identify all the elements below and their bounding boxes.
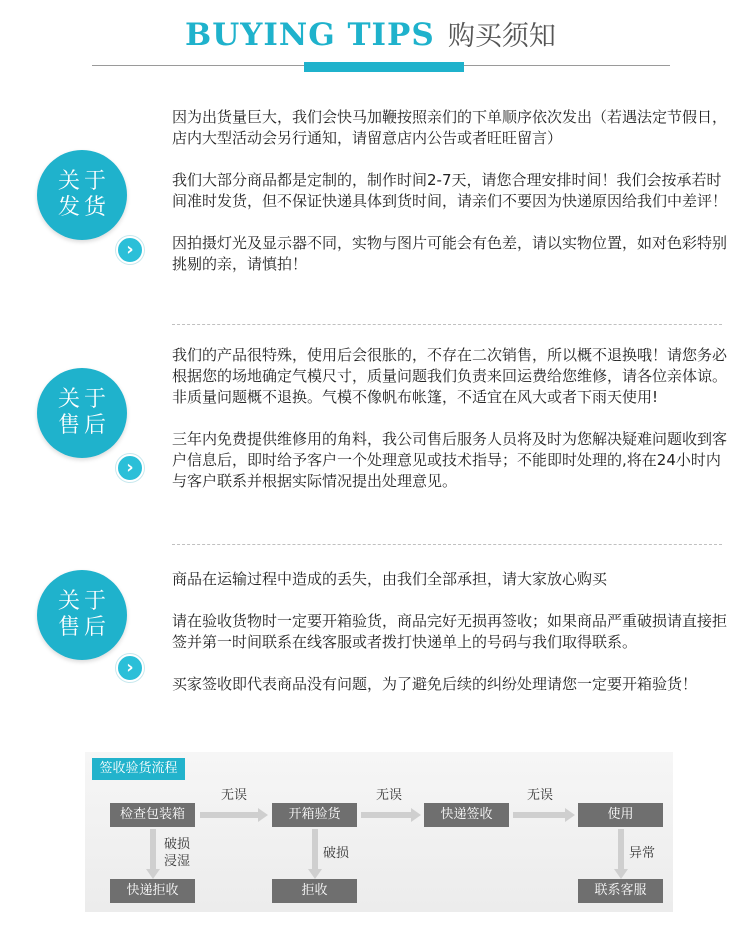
branch-label: 破损 [323,846,350,861]
chevron-right-icon: › [116,236,144,264]
page-title [185,14,556,53]
outcome-reject: 拒收 [272,879,357,903]
arrow-right-icon [200,808,268,822]
shipping-text [172,107,732,275]
after-sales-text [172,345,732,492]
step-courier-sign: 快递签收 [424,803,509,827]
badge-line1: 关于 [57,589,110,614]
step-check-package: 检查包装箱 [110,803,195,827]
outcome-contact-service: 联系客服 [578,879,663,903]
badge-line2: 售后 [57,413,110,438]
step-use: 使用 [578,803,663,827]
ok-label: 无误 [376,788,403,803]
title-english: BUYING TIPS [185,17,435,53]
arrow-down-icon [614,829,628,879]
badge-line2: 发货 [57,195,110,220]
transport-text [172,569,732,695]
paragraph: 我们的产品很特殊，使用后会很胀的，不存在二次销售，所以概不退换哦！请您务必根据您的场地确定气模尺寸，质量问题我们负责来回运费给您维修，请各位亲体谅。非质量问题概不退换。气模不像帆布帐篷，不适宜在风大或者下雨天使用! [172,346,728,406]
header-accent-bar [304,62,464,72]
title-chinese: 购买须知 [447,21,556,52]
transport-badge [37,570,127,660]
badge-line2: 售后 [57,615,110,640]
after-sales-badge [37,368,127,458]
branch-label: 异常 [629,846,656,861]
chevron-right-icon: › [116,454,144,482]
branch-label: 破损 浸湿 [164,837,191,869]
paragraph: 商品在运输过程中造成的丢失，由我们全部承担，请大家放心购买 [172,570,608,588]
flow-title: 签收验货流程 [92,758,185,780]
step-open-inspect: 开箱验货 [272,803,357,827]
paragraph: 因拍摄灯光及显示器不同，实物与图片可能会有色差，请以实物位置，如对色彩特别挑剔的亲，请慎拍！ [172,234,728,273]
paragraph: 买家签收即代表商品没有问题，为了避免后续的纠纷处理请您一定要开箱验货！ [172,675,698,693]
shipping-badge [37,150,127,240]
section-divider [172,324,722,325]
outcome-courier-reject: 快递拒收 [110,879,195,903]
paragraph: 三年内免费提供维修用的角料，我公司售后服务人员将及时为您解决疑难问题收到客户信息后，即时给予客户一个处理意见或技术指导；不能即时处理的,将在24小时内与客户联系并根据实际情况提出处理意见。 [172,430,728,490]
arrow-down-icon [146,829,160,879]
paragraph: 请在验收货物时一定要开箱验货，商品完好无损再签收；如果商品严重破损请直接拒签并第一时间联系在线客服或者拨打快递单上的号码与我们取得联系。 [172,612,728,651]
paragraph: 我们大部分商品都是定制的，制作时间2-7天，请您合理安排时间！我们会按承若时间准时发货，但不保证快递具体到货时间，请亲们不要因为快递原因给我们中差评！ [172,171,728,210]
paragraph: 因为出货量巨大，我们会快马加鞭按照亲们的下单顺序依次发出（若遇法定节假日，店内大型活动会另行通知，请留意店内公告或者旺旺留言） [172,108,728,147]
ok-label: 无误 [527,788,554,803]
badge-line1: 关于 [57,169,110,194]
arrow-right-icon [361,808,421,822]
ok-label: 无误 [221,788,248,803]
badge-line1: 关于 [57,387,110,412]
arrow-right-icon [513,808,575,822]
arrow-down-icon [308,829,322,879]
section-divider [172,544,722,545]
chevron-right-icon: › [116,654,144,682]
